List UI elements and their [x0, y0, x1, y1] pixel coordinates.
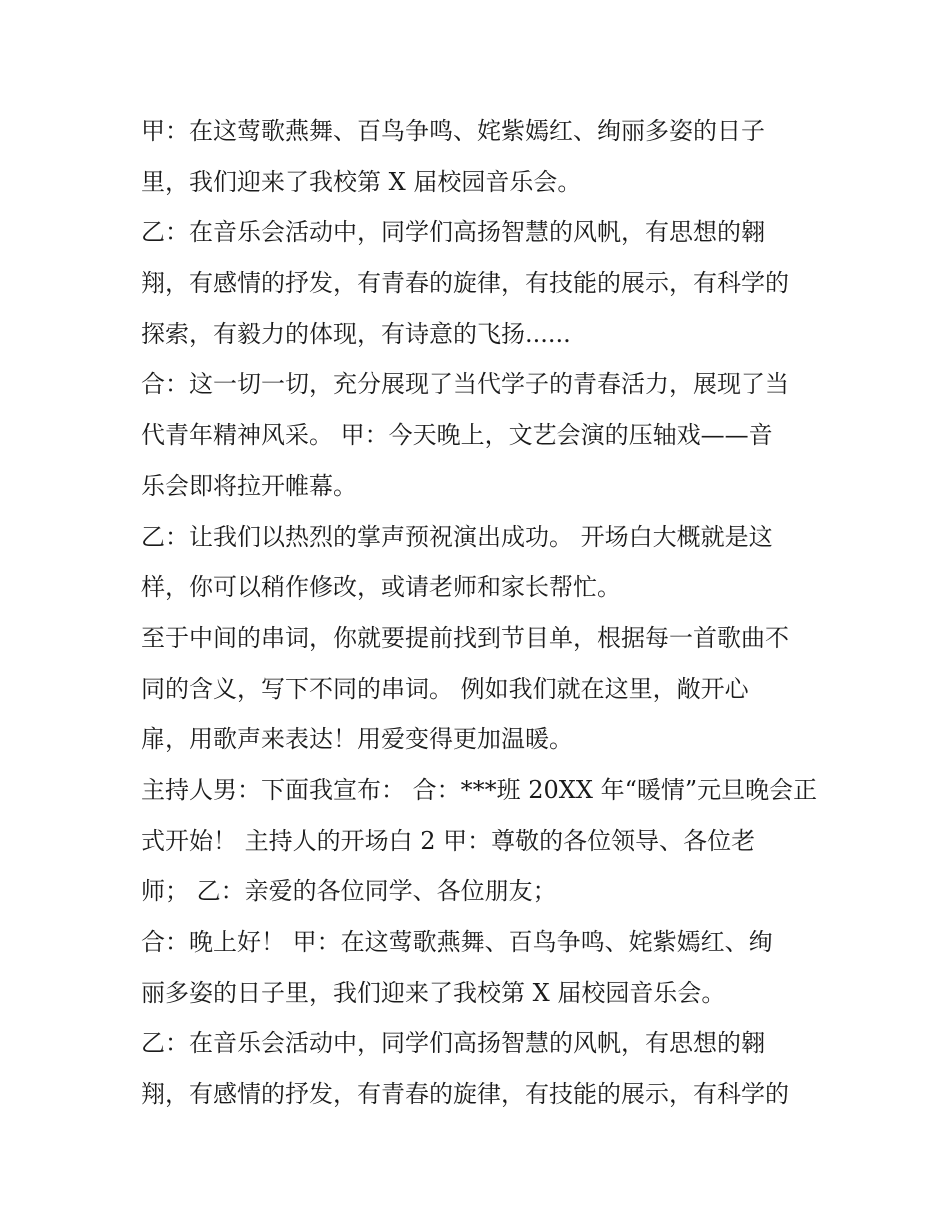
text-line-18: 丽多姿的日子里，我们迎来了我校第 X 届校园音乐会。: [141, 978, 726, 1007]
text-line-2: 里，我们迎来了我校第 X 届校园音乐会。: [141, 167, 582, 196]
text-line-15: 式开始！ 主持人的开场白 2 甲：尊敬的各位领导、各位老: [141, 826, 756, 855]
text-line-19: 乙：在音乐会活动中，同学们高扬智慧的风帆，有思想的翱: [141, 1029, 765, 1058]
text-line-16: 师； 乙：亲爱的各位同学、各位朋友；: [141, 877, 557, 906]
text-line-17: 合：晚上好！ 甲：在这莺歌燕舞、百鸟争鸣、姹紫嫣红、绚: [141, 928, 773, 956]
text-line-20: 翔，有感情的抒发，有青春的旋律，有技能的展示，有科学的: [141, 1080, 789, 1109]
text-line-6: 合：这一切一切，充分展现了当代学子的青春活力，展现了当: [141, 370, 789, 399]
text-line-3: 乙：在音乐会活动中，同学们高扬智慧的风帆，有思想的翱: [141, 218, 765, 247]
text-line-7: 代青年精神风采。 甲：今天晚上，文艺会演的压轴戏——音: [141, 421, 773, 450]
text-line-1: 甲：在这莺歌燕舞、百鸟争鸣、姹紫嫣红、绚丽多姿的日子: [141, 117, 765, 145]
text-line-14: 主持人男：下面我宣布： 合：***班 20XX 年“暖情”元旦晚会正: [141, 775, 818, 804]
text-line-10: 样，你可以稍作修改，或请老师和家长帮忙。: [141, 573, 621, 602]
text-line-5: 探索，有毅力的体现，有诗意的飞扬......: [141, 319, 571, 348]
text-line-12: 同的含义，写下不同的串词。 例如我们就在这里，敞开心: [141, 674, 749, 703]
text-line-9: 乙：让我们以热烈的掌声预祝演出成功。 开场白大概就是这: [141, 522, 773, 551]
document-body: [141, 106, 821, 1120]
text-line-4: 翔，有感情的抒发，有青春的旋律，有技能的展示，有科学的: [141, 269, 789, 298]
text-line-8: 乐会即将拉开帷幕。: [141, 471, 357, 500]
text-line-13: 扉，用歌声来表达！用爱变得更加温暖。: [141, 725, 573, 754]
text-line-11: 至于中间的串词，你就要提前找到节目单，根据每一首歌曲不: [141, 623, 789, 652]
